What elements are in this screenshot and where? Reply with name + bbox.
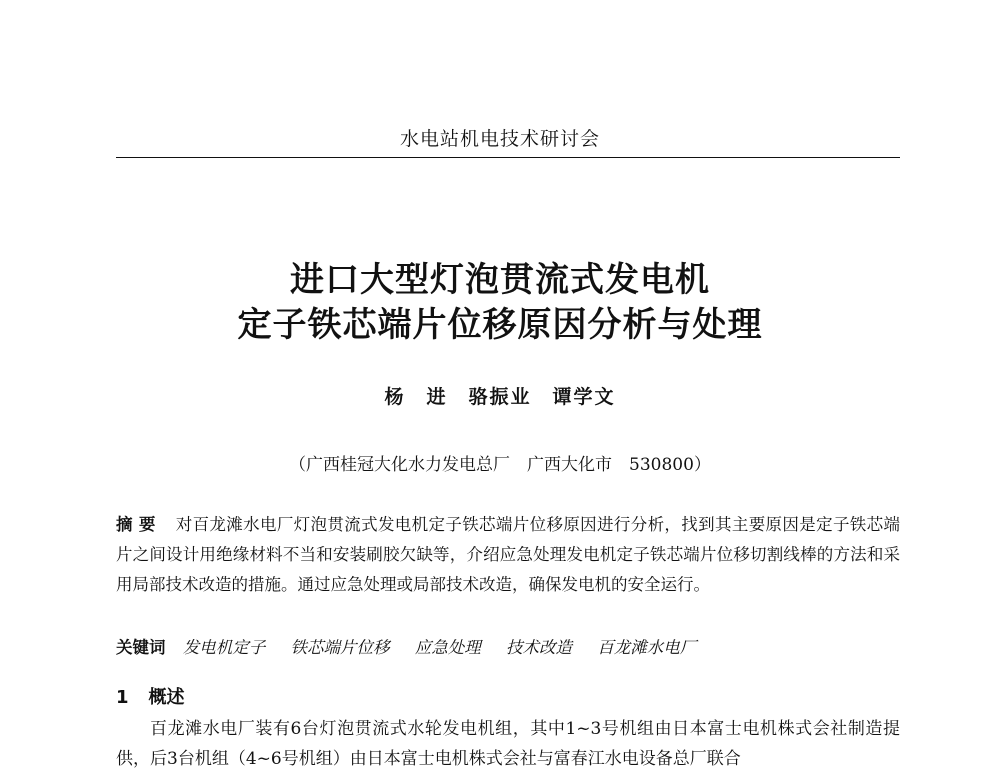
keyword: 铁芯端片位移 xyxy=(290,638,390,657)
section-heading xyxy=(116,683,185,709)
section-body-text: 百龙滩水电厂装有6台灯泡贯流式水轮发电机组，其中1~3号机组由日本富士电机株式会社制造提供，后3台机组（4~6号机组）由日本富士电机株式会社与富春江水电设备总厂联合 xyxy=(116,719,900,769)
authors: 杨 进 骆振业 谭学文 xyxy=(384,386,616,408)
abstract-label: 摘要 xyxy=(116,515,162,534)
running-header: 水电站机电技术研讨会 xyxy=(399,128,600,150)
paper-title-line-1: 进口大型灯泡贯流式发电机 xyxy=(290,260,710,300)
affiliation: （广西桂冠大化水力发电总厂 广西大化市 530800） xyxy=(289,455,711,475)
keywords-label: 关键词 xyxy=(116,638,166,657)
keyword: 应急处理 xyxy=(414,638,481,657)
abstract-text: 对百龙滩水电厂灯泡贯流式发电机定子铁芯端片位移原因进行分析，找到其主要原因是定子铁芯端片之间设计用绝缘材料不当和安装刷胶欠缺等，介绍应急处理发电机定子铁芯端片位移切割线棒的方法和采用局部技术改造的措施。通过应急处理或局部技术改造，确保发电机的安全运行。 xyxy=(116,515,901,594)
section-number: 1 xyxy=(116,687,129,708)
section-title: 概述 xyxy=(148,687,185,708)
keyword: 百龙滩水电厂 xyxy=(597,638,697,657)
header-divider xyxy=(116,157,900,158)
keyword: 发电机定子 xyxy=(182,638,266,657)
paper-title-line-2: 定子铁芯端片位移原因分析与处理 xyxy=(237,305,763,345)
abstract xyxy=(116,510,900,600)
keyword: 技术改造 xyxy=(506,638,572,657)
keywords xyxy=(116,634,900,662)
